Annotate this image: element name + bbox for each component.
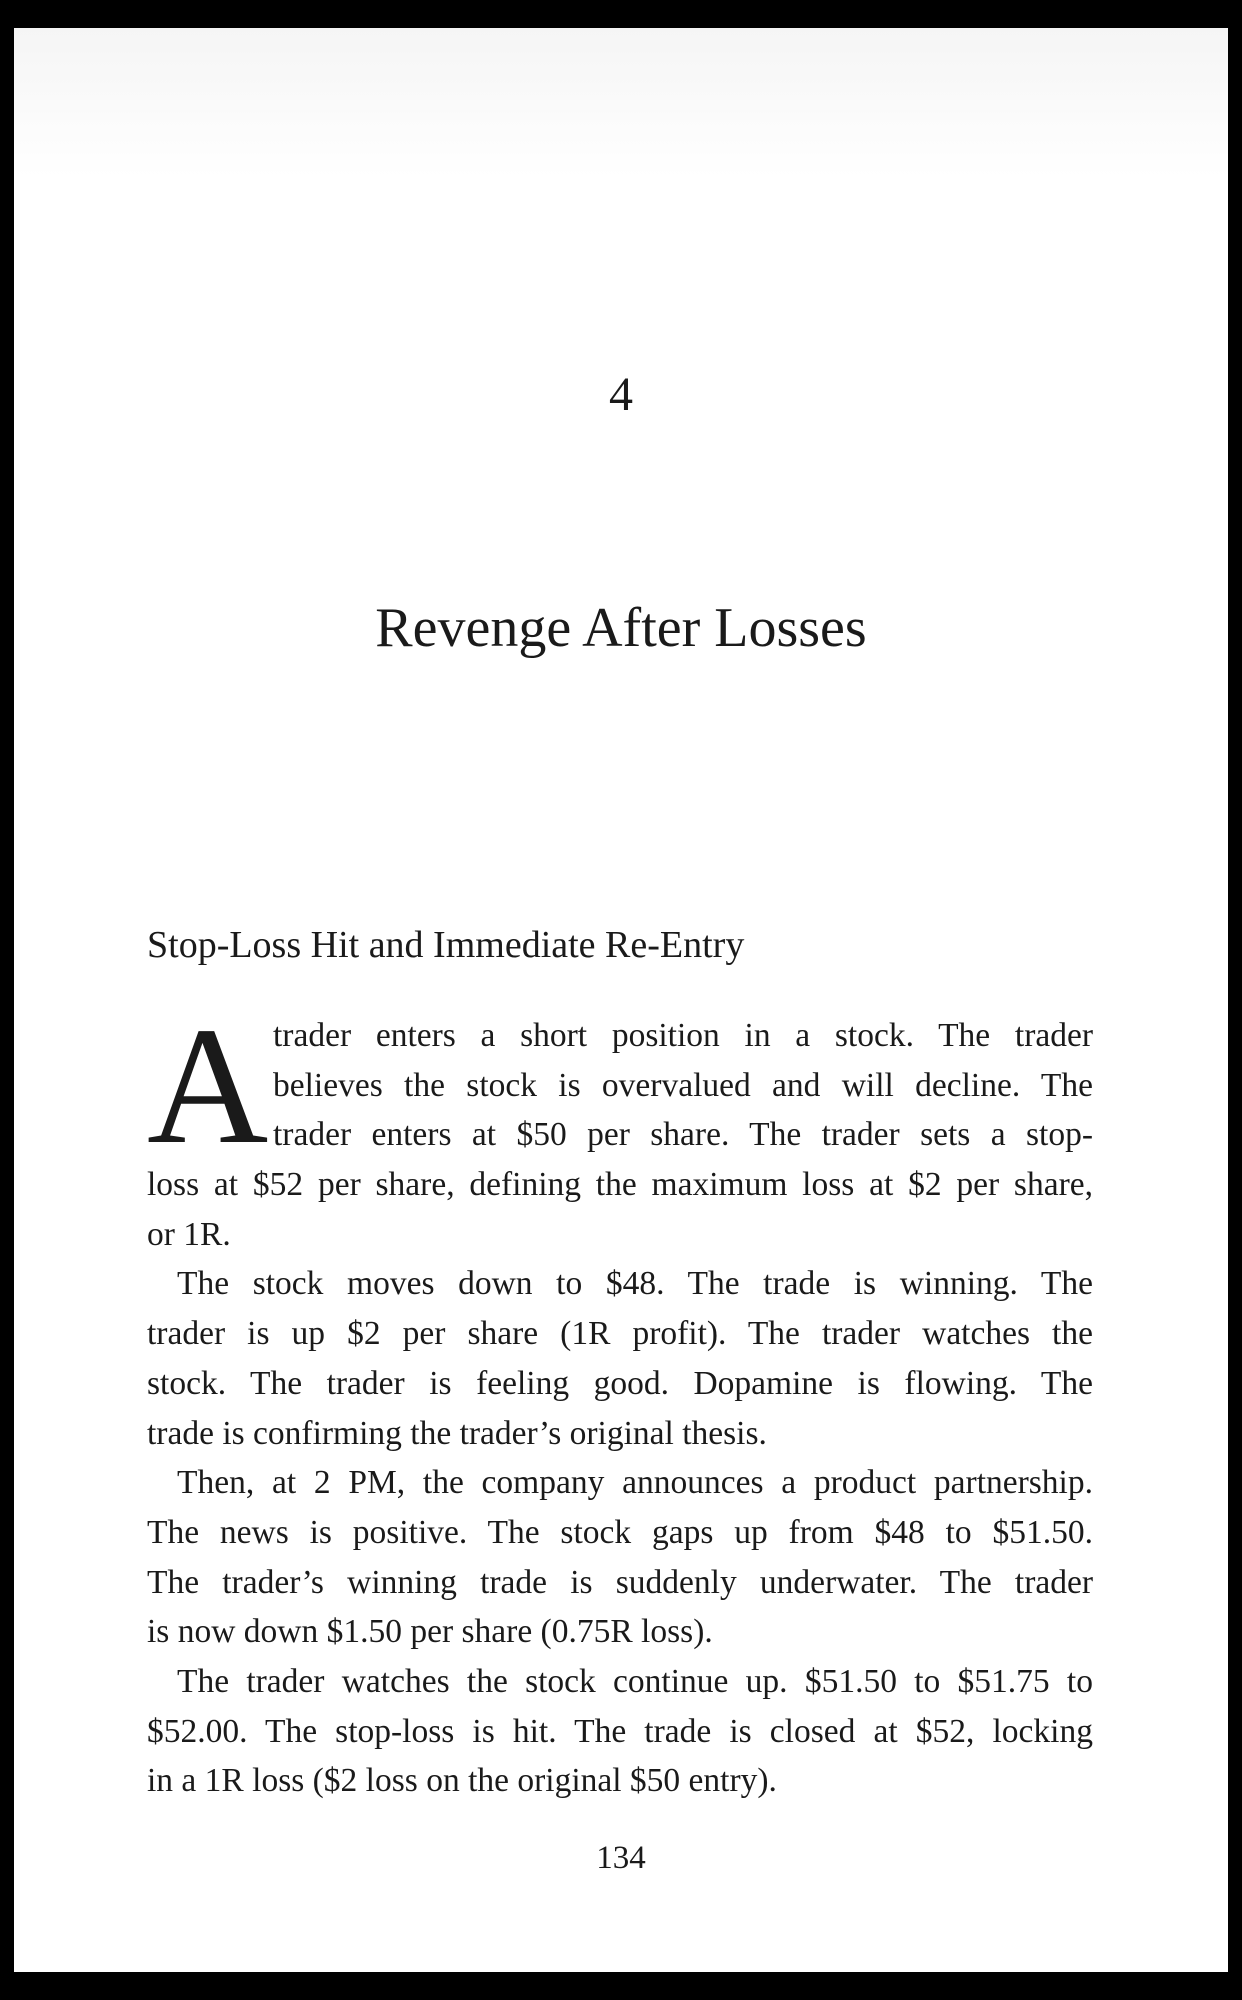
body-text	[147, 993, 1093, 1806]
drop-cap: A	[147, 993, 269, 1179]
paragraph-line: The news is positive. The stock gaps up from $48 to $51.50.	[147, 1513, 1093, 1551]
paragraph-line: in a 1R loss ($2 loss on the original $50 entry).	[147, 1762, 777, 1800]
paragraph-line: is now down $1.50 per share (0.75R loss).	[147, 1613, 713, 1651]
section-heading: Stop-Loss Hit and Immediate Re-Entry	[147, 924, 745, 966]
paragraph-line: loss at $52 per share, defining the maximum loss at $2 per share,	[147, 1166, 1093, 1204]
book-page	[14, 28, 1228, 1972]
paragraph-line: stock. The trader is feeling good. Dopamine is flowing. The	[147, 1364, 1093, 1402]
page-number: 134	[596, 1840, 646, 1876]
chapter-title: Revenge After Losses	[375, 597, 867, 659]
paragraph-line: believes the stock is overvalued and will decline. The	[273, 1066, 1093, 1104]
paragraph-line: trade is confirming the trader’s original thesis.	[147, 1414, 767, 1452]
paragraph-line: The trader’s winning trade is suddenly underwater. The trader	[147, 1563, 1093, 1601]
paragraph-line: The stock moves down to $48. The trade is winning. The	[177, 1265, 1093, 1303]
paragraph-line: trader enters at $50 per share. The trader sets a stop-	[273, 1116, 1093, 1154]
paragraph-line: Then, at 2 PM, the company announces a product partnership.	[177, 1464, 1093, 1502]
paragraph-line: $52.00. The stop-loss is hit. The trade is closed at $52, locking	[147, 1712, 1093, 1750]
paragraph-line: trader is up $2 per share (1R profit). The trader watches the	[147, 1315, 1093, 1353]
paragraph-line: The trader watches the stock continue up. $51.50 to $51.75 to	[177, 1662, 1093, 1700]
paragraph-line: or 1R.	[147, 1215, 231, 1253]
paragraph-line: trader enters a short position in a stock. The trader	[273, 1017, 1093, 1054]
chapter-number: 4	[609, 368, 633, 421]
